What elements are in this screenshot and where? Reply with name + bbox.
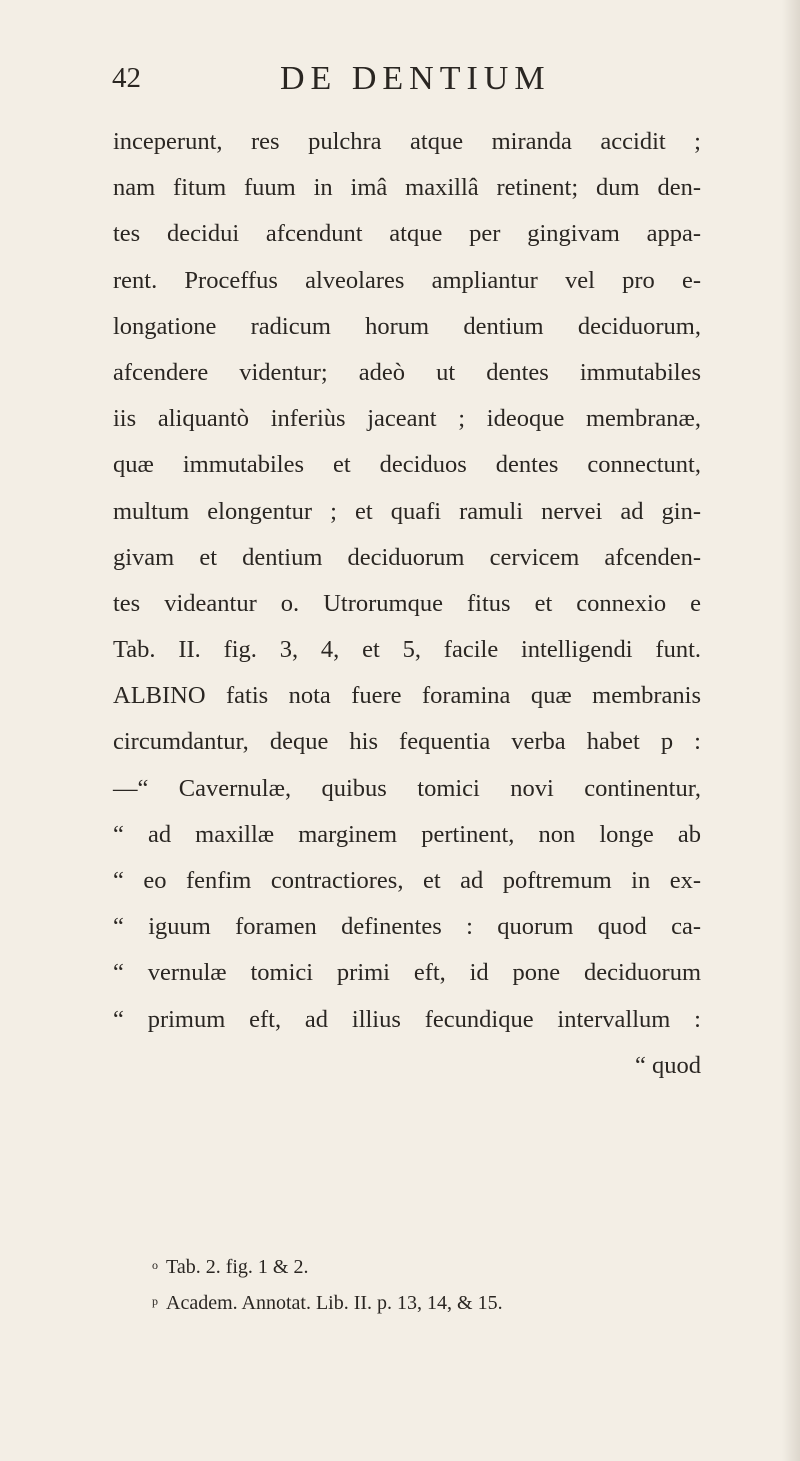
text-line: tes videantur o. Utrorumque fitus et connexio e <box>113 589 701 617</box>
quote-line: “ primum eft, ad illius fecundique intervallum : <box>113 1005 701 1033</box>
quote-line: “ ad maxillæ marginem pertinent, non longe ab <box>113 820 701 848</box>
text-line: circumdantur, deque his fequentia verba habet p : <box>113 728 701 756</box>
text-line: ALBINO fatis nota fuere foramina quæ membranis <box>113 682 701 710</box>
footnote <box>152 1248 712 1284</box>
text-line: Tab. II. fig. 3, 4, et 5, facile intelligendi funt. <box>113 636 701 664</box>
text-line: tes decidui afcendunt atque per gingivam appa- <box>113 220 701 248</box>
footnote-mark: o <box>152 1258 158 1272</box>
footnote-text: Tab. 2. fig. 1 & 2. <box>166 1256 309 1278</box>
text-line: inceperunt, res pulchra atque miranda accidit ; <box>113 128 701 155</box>
quote-line: “ vernulæ tomici primi eft, id pone deciduorum <box>113 959 701 987</box>
text-line: rent. Proceffus alveolares ampliantur vel pro e- <box>113 266 701 294</box>
text-line: iis aliquantò inferiùs jaceant ; ideoque membranæ, <box>113 405 701 433</box>
text-line: longatione radicum horum dentium deciduorum, <box>113 312 701 340</box>
footnote-mark: p <box>152 1294 158 1308</box>
page-header <box>0 62 800 102</box>
running-title: DE DENTIUM <box>280 60 551 97</box>
page-edge-shadow <box>782 0 800 1461</box>
page-number: 42 <box>112 62 141 94</box>
text-line: afcendere videntur; adeò ut dentes immutabiles <box>113 358 701 386</box>
text-line: quæ immutabiles et deciduos dentes connectunt, <box>113 451 701 479</box>
catchword: “ quod <box>635 1051 701 1079</box>
text-line: nam fitum fuum in imâ maxillâ retinent; dum den- <box>113 174 701 202</box>
quote-line: “ iguum foramen definentes : quorum quod ca- <box>113 913 701 941</box>
text-line: givam et dentium deciduorum cervicem afcenden- <box>113 543 701 571</box>
footnote <box>152 1284 712 1320</box>
footnote-text: Academ. Annotat. Lib. II. p. 13, 14, & 15. <box>166 1292 503 1314</box>
footnotes <box>152 1248 712 1320</box>
quote-line: —“ Cavernulæ, quibus tomici novi continentur, <box>113 774 701 802</box>
text-line: multum elongentur ; et quafi ramuli nervei ad gin- <box>113 497 701 525</box>
body-text <box>113 119 701 1089</box>
quote-line: “ eo fenfim contractiores, et ad poftremum in ex- <box>113 867 701 894</box>
